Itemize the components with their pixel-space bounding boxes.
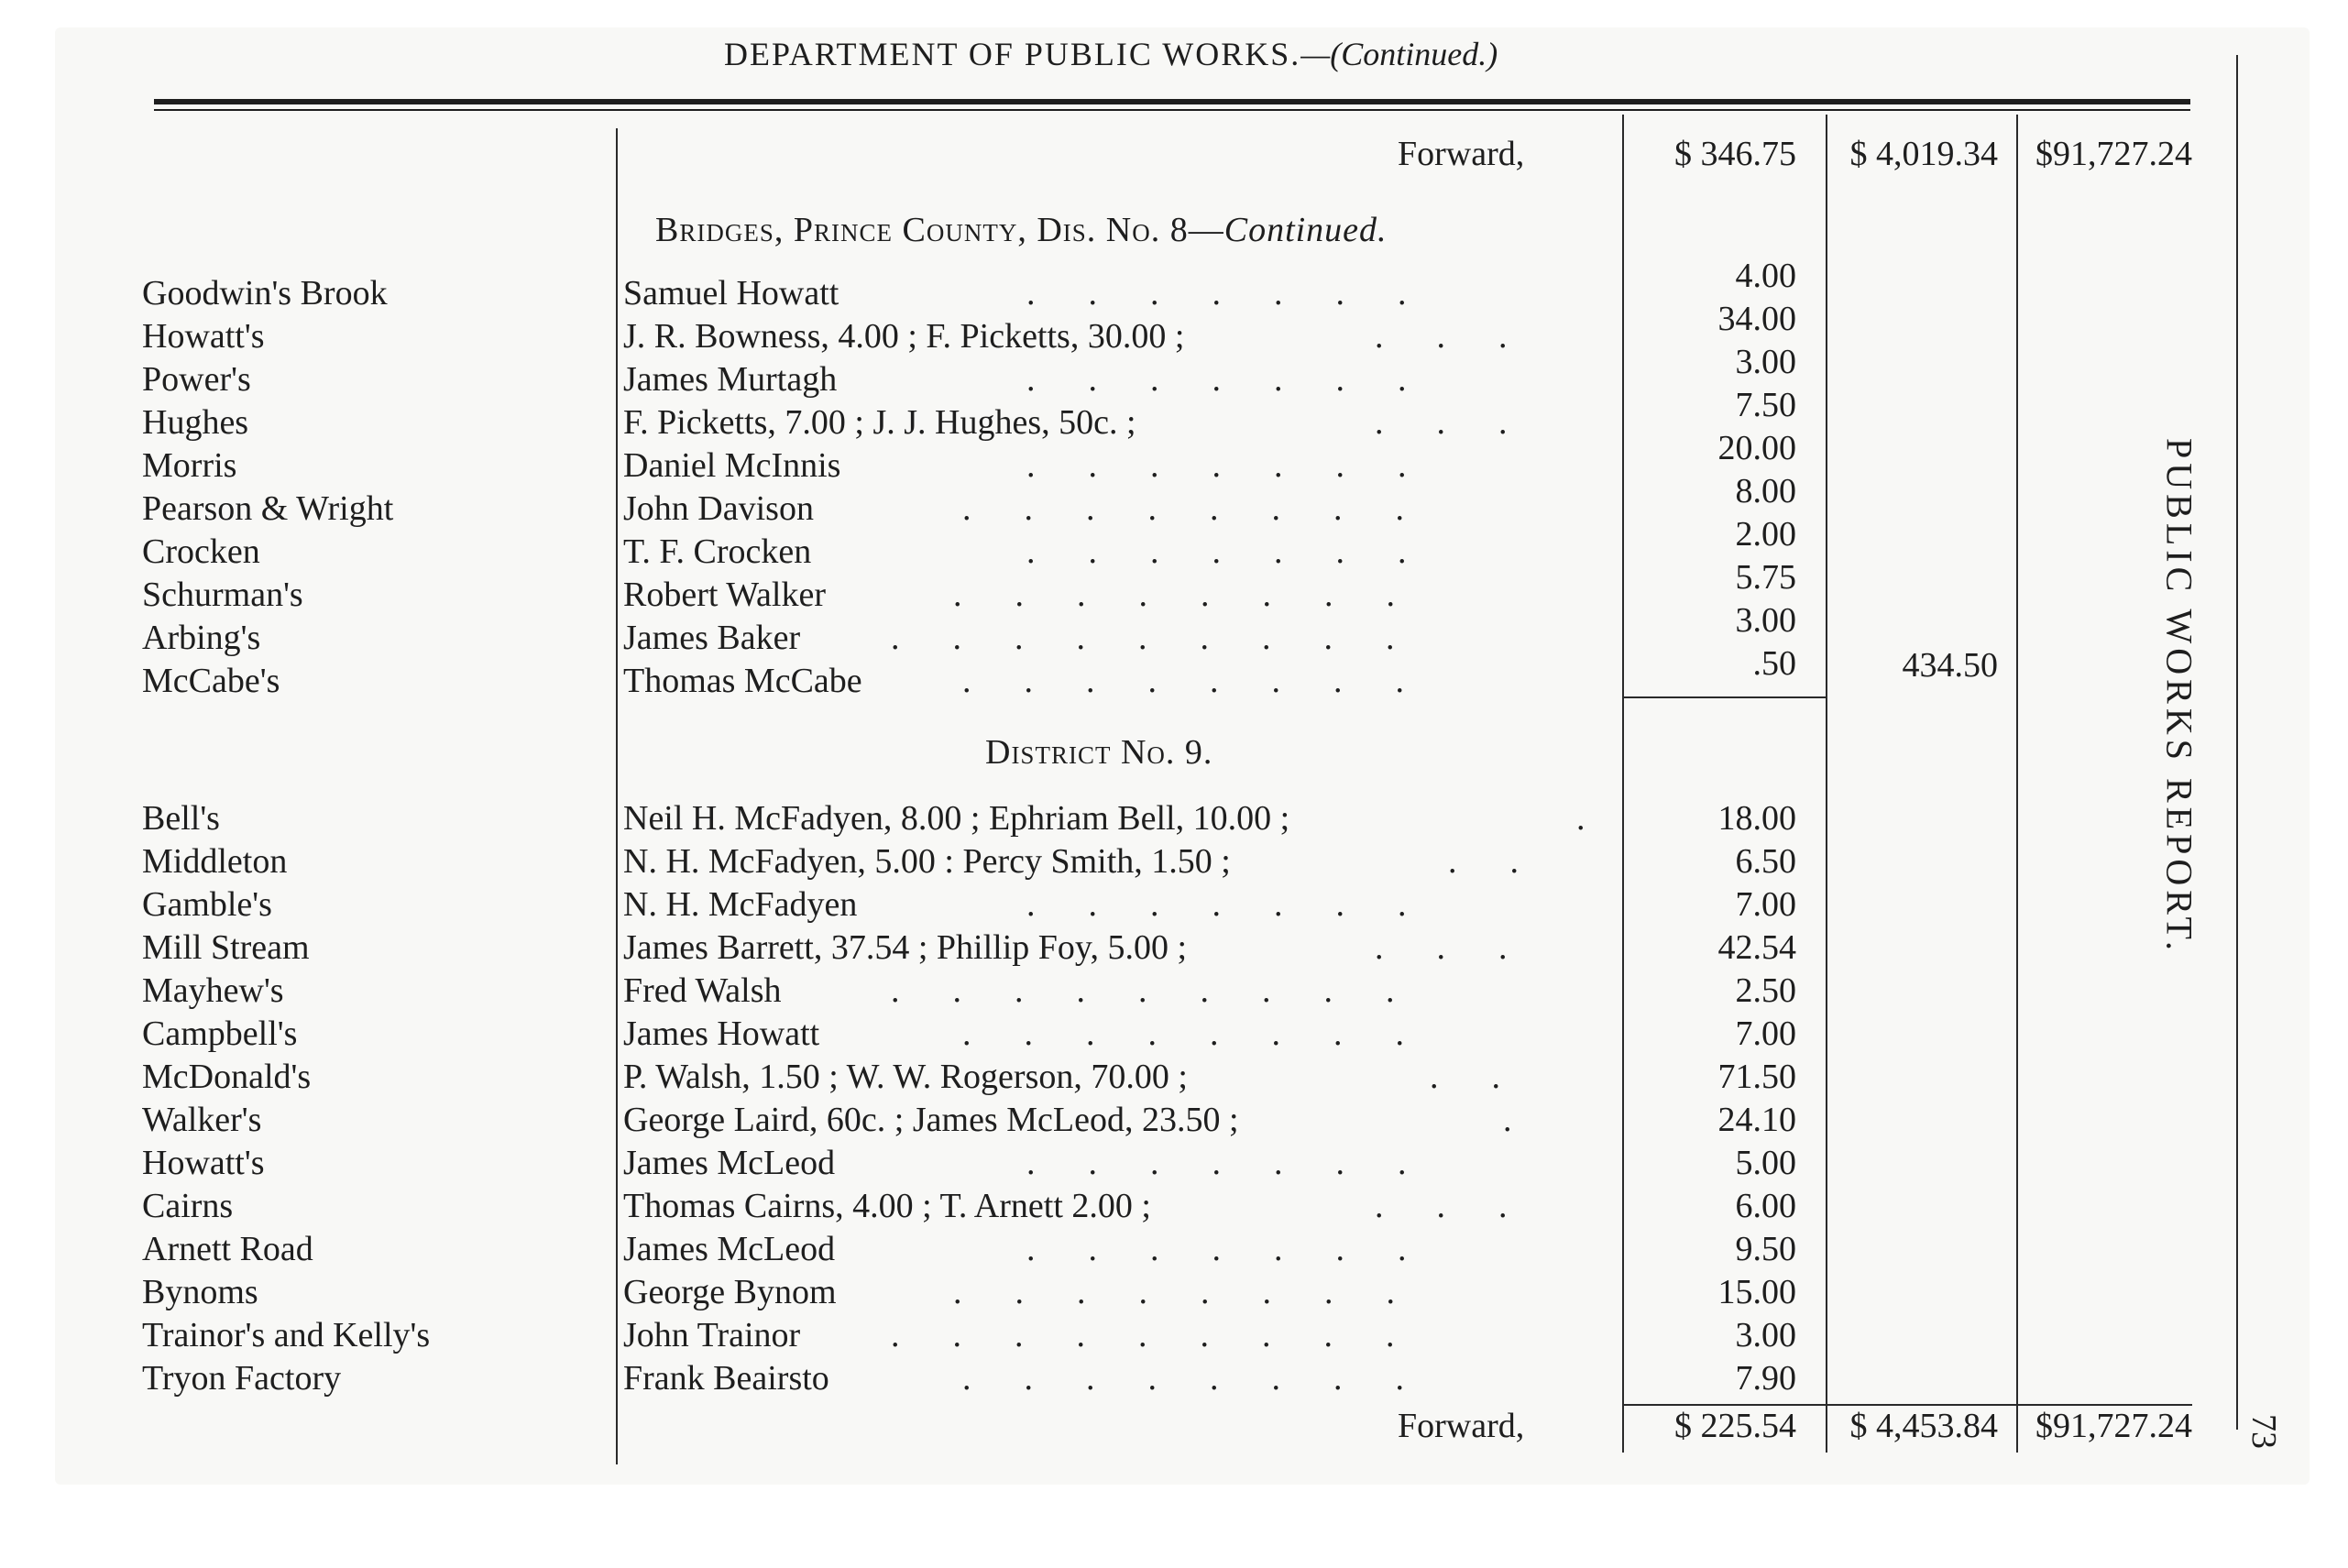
subtotal-rule bbox=[1622, 696, 1826, 698]
forward-bottom-col1: $ 225.54 bbox=[1674, 1407, 1796, 1445]
header-rule-thin bbox=[154, 109, 2190, 111]
row-payee: James McLeod bbox=[623, 1230, 836, 1268]
dot-leader: .. bbox=[1448, 842, 1572, 881]
header-rule-thick bbox=[154, 99, 2190, 104]
row-location: Cairns bbox=[142, 1187, 234, 1225]
forward-top-col3: $91,727.24 bbox=[2035, 135, 2192, 173]
row-payee: John Davison bbox=[623, 489, 814, 528]
row-location: Arnett Road bbox=[142, 1230, 313, 1268]
column-rule-subtotal bbox=[1826, 115, 1827, 1453]
row-payee: Thomas McCabe bbox=[623, 662, 862, 700]
row-payee: James Murtagh bbox=[623, 360, 838, 399]
forward-top-col2: $ 4,019.34 bbox=[1849, 135, 1998, 173]
row-amount: 5.00 bbox=[1735, 1144, 1796, 1182]
row-amount: 7.00 bbox=[1735, 885, 1796, 924]
row-location: Goodwin's Brook bbox=[142, 274, 388, 313]
row-location: Howatt's bbox=[142, 1144, 265, 1182]
row-payee: George Laird, 60c. ; James McLeod, 23.50 ; bbox=[623, 1101, 1239, 1139]
row-amount: 7.00 bbox=[1735, 1014, 1796, 1053]
row-amount: 4.00 bbox=[1735, 257, 1796, 295]
row-amount: 6.00 bbox=[1735, 1187, 1796, 1225]
row-location: Trainor's and Kelly's bbox=[142, 1316, 431, 1354]
row-location: Middleton bbox=[142, 842, 288, 881]
column-rule-payee bbox=[616, 128, 618, 1464]
row-payee: John Trainor bbox=[623, 1316, 801, 1354]
row-location: Tryon Factory bbox=[142, 1359, 342, 1398]
dot-leader: ....... bbox=[1026, 1230, 1460, 1268]
row-payee: James Howatt bbox=[623, 1014, 820, 1053]
dot-leader: ....... bbox=[1026, 885, 1460, 924]
section-heading-district-9: District No. 9. bbox=[985, 733, 1213, 772]
row-location: Arbing's bbox=[142, 619, 261, 657]
row-location: Gamble's bbox=[142, 885, 272, 924]
row-amount: 5.75 bbox=[1735, 558, 1796, 597]
forward-bottom-col3: $91,727.24 bbox=[2035, 1407, 2192, 1445]
row-amount: 42.54 bbox=[1717, 928, 1796, 967]
row-payee: Thomas Cairns, 4.00 ; T. Arnett 2.00 ; bbox=[623, 1187, 1151, 1225]
district-8-subtotal: 434.50 bbox=[1902, 646, 1998, 685]
row-payee: Frank Beairsto bbox=[623, 1359, 829, 1398]
page-number: 73 bbox=[2244, 1414, 2283, 1449]
row-payee: James McLeod bbox=[623, 1144, 836, 1182]
row-location: Power's bbox=[142, 360, 251, 399]
row-location: Howatt's bbox=[142, 317, 265, 356]
row-amount: 3.00 bbox=[1735, 601, 1796, 640]
row-location: Bynoms bbox=[142, 1273, 258, 1311]
row-amount: 7.90 bbox=[1735, 1359, 1796, 1398]
dot-leader: ........ bbox=[953, 1273, 1448, 1311]
row-amount: 34.00 bbox=[1717, 300, 1796, 338]
column-rule-total bbox=[2016, 115, 2018, 1453]
row-location: Hughes bbox=[142, 403, 249, 442]
side-running-title: PUBLIC WORKS REPORT. bbox=[2158, 438, 2200, 955]
forward-bottom-col2: $ 4,453.84 bbox=[1849, 1407, 1998, 1445]
dot-leader: ......... bbox=[891, 619, 1448, 657]
row-payee: Daniel McInnis bbox=[623, 446, 841, 485]
row-amount: 7.50 bbox=[1735, 386, 1796, 424]
row-location: Mill Stream bbox=[142, 928, 310, 967]
row-location: Bell's bbox=[142, 799, 220, 838]
row-location: McCabe's bbox=[142, 662, 280, 700]
row-payee: James Barrett, 37.54 ; Phillip Foy, 5.00 ; bbox=[623, 928, 1188, 967]
row-amount: 3.00 bbox=[1735, 343, 1796, 381]
row-payee: N. H. McFadyen bbox=[623, 885, 858, 924]
dot-leader: ........ bbox=[962, 662, 1457, 700]
row-location: Morris bbox=[142, 446, 237, 485]
row-amount: 20.00 bbox=[1717, 429, 1796, 467]
row-payee: T. F. Crocken bbox=[623, 532, 812, 571]
running-head-title: DEPARTMENT OF PUBLIC WORKS. bbox=[724, 36, 1301, 72]
forward-label-top: Forward, bbox=[1398, 135, 1525, 173]
row-payee: J. R. Bowness, 4.00 ; F. Picketts, 30.00 ; bbox=[623, 317, 1185, 356]
dot-leader: ... bbox=[1375, 317, 1561, 356]
dot-leader: ....... bbox=[1026, 360, 1460, 399]
row-payee: F. Picketts, 7.00 ; J. J. Hughes, 50c. ; bbox=[623, 403, 1136, 442]
row-payee: George Bynom bbox=[623, 1273, 837, 1311]
dot-leader: ........ bbox=[962, 1359, 1457, 1398]
dot-leader: ........ bbox=[962, 1014, 1457, 1053]
row-payee: James Baker bbox=[623, 619, 801, 657]
dot-leader: . bbox=[1503, 1101, 1565, 1139]
row-location: Walker's bbox=[142, 1101, 262, 1139]
row-amount: 9.50 bbox=[1735, 1230, 1796, 1268]
dot-leader: ....... bbox=[1026, 532, 1460, 571]
row-amount: 71.50 bbox=[1717, 1058, 1796, 1096]
dot-leader: ....... bbox=[1026, 274, 1460, 313]
dot-leader: ... bbox=[1375, 1187, 1561, 1225]
row-location: Mayhew's bbox=[142, 971, 284, 1010]
forward-top-col1: $ 346.75 bbox=[1674, 135, 1796, 173]
row-amount: 2.00 bbox=[1735, 515, 1796, 554]
row-location: Schurman's bbox=[142, 576, 303, 614]
section-heading-text: Bridges, Prince County, Dis. No. 8— bbox=[655, 211, 1224, 249]
outer-rule-right bbox=[2236, 55, 2238, 1430]
row-payee: N. H. McFadyen, 5.00 : Percy Smith, 1.50 ; bbox=[623, 842, 1231, 881]
row-location: Pearson & Wright bbox=[142, 489, 394, 528]
dot-leader: ... bbox=[1375, 403, 1561, 442]
row-location: Crocken bbox=[142, 532, 260, 571]
dot-leader: ........ bbox=[962, 489, 1457, 528]
row-payee: Fred Walsh bbox=[623, 971, 782, 1010]
running-head bbox=[724, 35, 1498, 73]
row-payee: Robert Walker bbox=[623, 576, 827, 614]
dot-leader: ......... bbox=[891, 971, 1448, 1010]
dot-leader: ....... bbox=[1026, 1144, 1460, 1182]
row-amount: .50 bbox=[1752, 644, 1796, 683]
row-payee: P. Walsh, 1.50 ; W. W. Rogerson, 70.00 ; bbox=[623, 1058, 1188, 1096]
row-payee: Neil H. McFadyen, 8.00 ; Ephriam Bell, 10.00 ; bbox=[623, 799, 1290, 838]
row-location: McDonald's bbox=[142, 1058, 312, 1096]
running-head-continued: —(Continued.) bbox=[1300, 36, 1498, 72]
row-amount: 2.50 bbox=[1735, 971, 1796, 1010]
row-amount: 8.00 bbox=[1735, 472, 1796, 510]
row-amount: 15.00 bbox=[1717, 1273, 1796, 1311]
dot-leader: . bbox=[1576, 799, 1639, 838]
section-heading-continued: Continued. bbox=[1223, 211, 1388, 249]
section-heading-district-8 bbox=[655, 209, 1388, 252]
row-amount: 18.00 bbox=[1717, 799, 1796, 838]
dot-leader: ....... bbox=[1026, 446, 1460, 485]
row-payee: Samuel Howatt bbox=[623, 274, 839, 313]
row-amount: 3.00 bbox=[1735, 1316, 1796, 1354]
dot-leader: ........ bbox=[953, 576, 1448, 614]
row-location: Campbell's bbox=[142, 1014, 298, 1053]
row-amount: 24.10 bbox=[1717, 1101, 1796, 1139]
forward-label-bottom: Forward, bbox=[1398, 1407, 1525, 1445]
dot-leader: ... bbox=[1375, 928, 1561, 967]
dot-leader: ......... bbox=[891, 1316, 1448, 1354]
row-amount: 6.50 bbox=[1735, 842, 1796, 881]
dot-leader: .. bbox=[1430, 1058, 1553, 1096]
